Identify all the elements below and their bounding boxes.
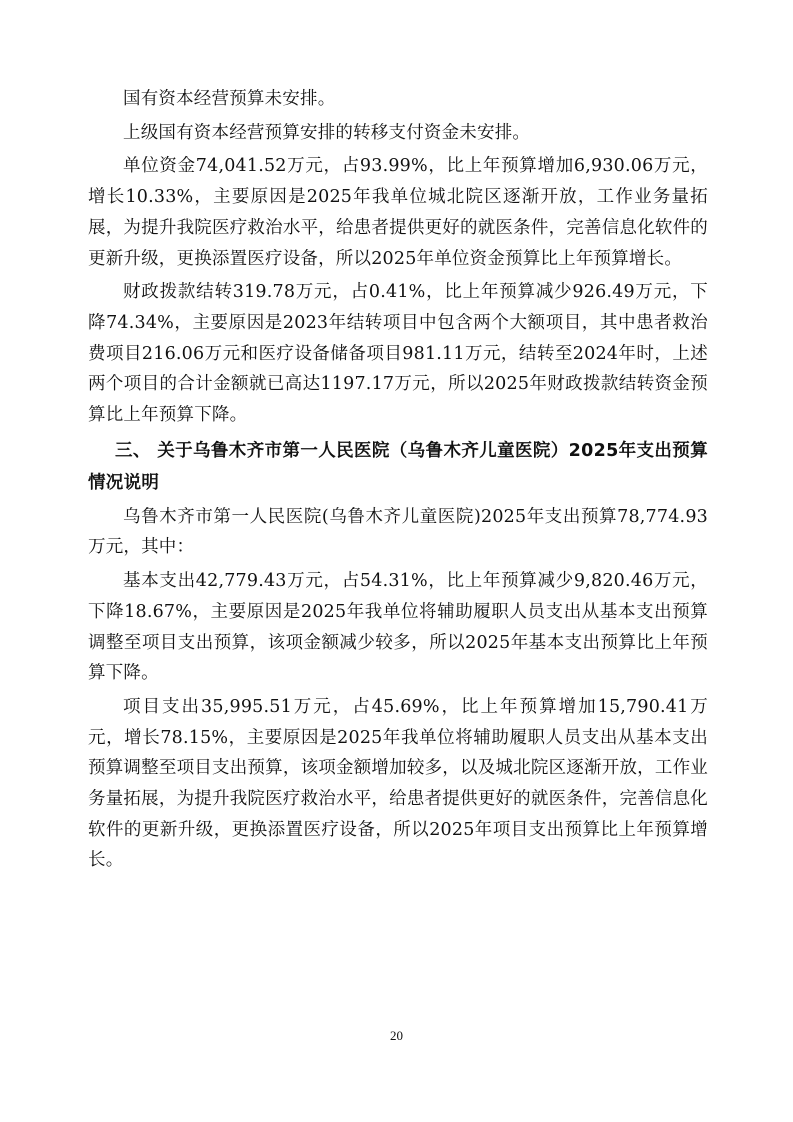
paragraph-unit-funds: 单位资金74,041.52万元，占93.99%，比上年预算增加6,930.06万元，增长10.33%，主要原因是2025年我单位城北院区逐渐开放，工作业务量拓展，为提升我院医疗救治水平，给患者提供更好的就医条件，完善信息化软件的更新升级，更换添置医疗设备，所以2025年单位资金预算比上年预算增长。 bbox=[88, 156, 708, 269]
paragraph-fiscal-carryover: 财政拨款结转319.78万元，占0.41%，比上年预算减少926.49万元，下降74.34%，主要原因是2023年结转项目中包含两个大额项目，其中患者救治费项目216.06万元和医疗设备储备项目981.11万元，结转至2024年时，上述两个项目的合计金额就已高达1197.17万元，所以2025年财政拨款结转资金预算比上年预算下降。 bbox=[88, 282, 708, 426]
section-heading-expenditure: 三、 关于乌鲁木齐市第一人民医院（乌鲁木齐儿童医院）2025年支出预算情况说明 bbox=[88, 440, 708, 493]
page-number: 20 bbox=[390, 1028, 403, 1043]
paragraph-expenditure-total: 乌鲁木齐市第一人民医院(乌鲁木齐儿童医院)2025年支出预算78,774.93万元，其中： bbox=[88, 506, 708, 558]
paragraph-transfer-payment: 上级国有资本经营预算安排的转移支付资金未安排。 bbox=[123, 122, 531, 143]
page-body bbox=[88, 84, 708, 879]
paragraph-state-capital-budget: 国有资本经营预算未安排。 bbox=[123, 89, 336, 109]
paragraph-basic-expenditure: 基本支出42,779.43万元，占54.31%，比上年预算减少9,820.46万元，下降18.67%，主要原因是2025年我单位将辅助履职人员支出从基本支出预算调整至项目支出预算，该项金额减少较多，所以2025年基本支出预算比上年预算下降。 bbox=[88, 571, 708, 684]
paragraph-project-expenditure: 项目支出35,995.51万元，占45.69%，比上年预算增加15,790.41万元，增长78.15%，主要原因是2025年我单位将辅助履职人员支出从基本支出预算调整至项目支出预算，该项金额增加较多，以及城北院区逐渐开放，工作业务量拓展，为提升我院医疗救治水平，给患者提供更好的就医条件，完善信息化软件的更新升级，更换添置医疗设备，所以2025年项目支出预算比上年预算增长。 bbox=[88, 696, 708, 871]
